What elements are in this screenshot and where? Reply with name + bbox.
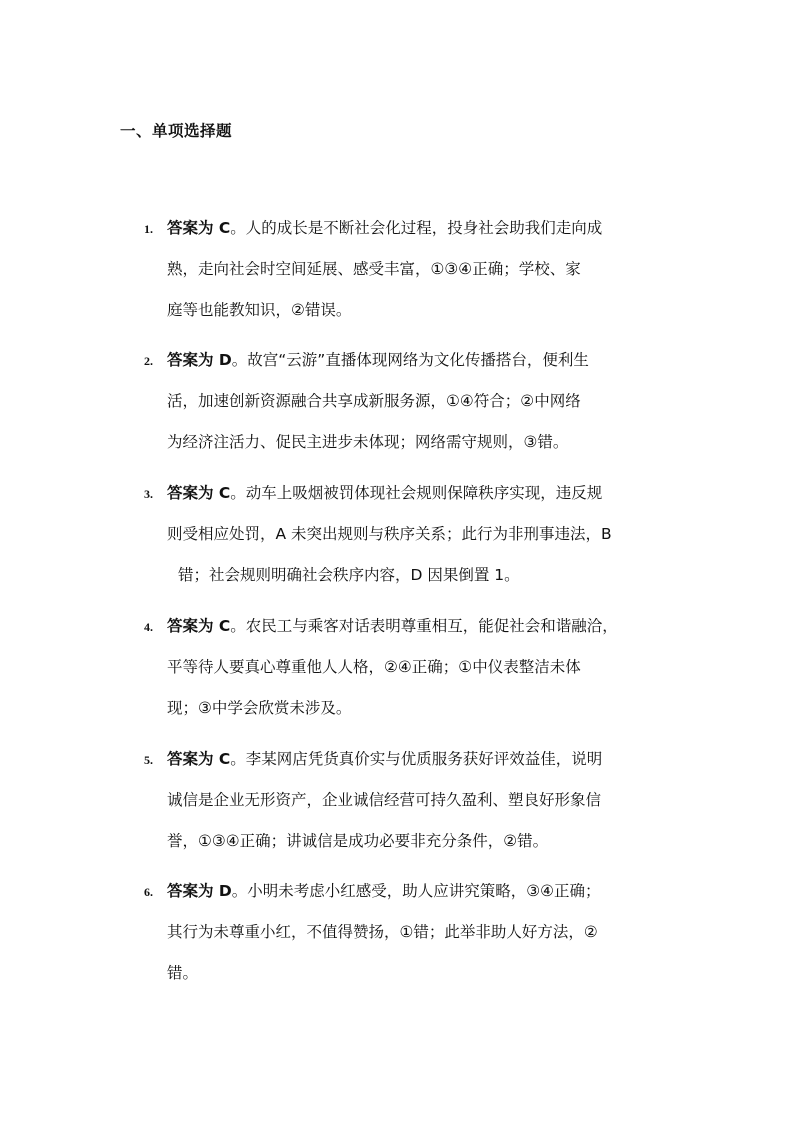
item-number: 4. bbox=[144, 620, 153, 634]
answer-text: 。动车上吸烟被罚体现社会规则保障秩序实现，违反规 bbox=[230, 484, 603, 502]
answer-label: 答案为 D bbox=[167, 882, 232, 900]
item-number: 3. bbox=[144, 487, 153, 501]
item-number: 6. bbox=[144, 885, 153, 899]
answer-line: 庭等也能教知识，②错误。 bbox=[167, 301, 352, 319]
answer-label: 答案为 D bbox=[167, 351, 232, 369]
answer-line bbox=[167, 612, 618, 640]
answer-line: 错；社会规则明确社会秩序内容，D 因果倒置 1。 bbox=[178, 566, 520, 584]
answer-line: 活，加速创新资源融合共享成新服务源，①④符合；②中网络 bbox=[167, 392, 581, 410]
answer-line: 则受相应处罚，A 未突出规则与秩序关系；此行为非刑事违法，B bbox=[167, 525, 612, 543]
answer-line bbox=[167, 346, 589, 374]
answer-line: 诚信是企业无形资产，企业诚信经营可持久盈利、塑良好形象信 bbox=[167, 791, 602, 809]
answer-label: 答案为 C bbox=[167, 750, 231, 768]
answer-line: 誉，①③④正确；讲诚信是成功必要非充分条件，②错。 bbox=[167, 832, 549, 850]
answer-text: 。人的成长是不断社会化过程，投身社会助我们走向成 bbox=[230, 219, 603, 237]
answer-line bbox=[167, 479, 602, 507]
answer-line: 熟，走向社会时空间延展、感受丰富，①③④正确；学校、家 bbox=[167, 260, 581, 278]
answer-text: 。李某网店凭货真价实与优质服务获好评效益佳，说明 bbox=[230, 750, 603, 768]
answer-text: 。小明未考虑小红感受，助人应讲究策略，③④正确； bbox=[231, 882, 601, 900]
answer-line bbox=[167, 214, 602, 242]
answer-label: 答案为 C bbox=[167, 617, 231, 635]
answer-text: 。农民工与乘客对话表明尊重相互，能促社会和谐融洽， bbox=[230, 617, 618, 635]
item-number: 2. bbox=[144, 354, 153, 368]
answer-line: 其行为未尊重小红，不值得赞扬，①错；此举非助人好方法，② bbox=[167, 923, 598, 941]
answer-line: 为经济注活力、促民主进步未体现；网络需守规则，③错。 bbox=[167, 433, 569, 451]
answer-line bbox=[167, 877, 601, 905]
answer-label: 答案为 C bbox=[167, 219, 231, 237]
item-number: 1. bbox=[144, 222, 153, 236]
answer-line bbox=[167, 745, 602, 773]
answer-label: 答案为 C bbox=[167, 484, 231, 502]
answer-line: 错。 bbox=[167, 964, 199, 982]
answer-line: 现；③中学会欣赏未涉及。 bbox=[167, 699, 352, 717]
answer-line: 平等待人要真心尊重他人人格，②④正确；①中仪表整洁未体 bbox=[167, 658, 581, 676]
answer-text: 。故宫“云游”直播体现网络为文化传播搭台，便利生 bbox=[231, 351, 589, 369]
item-number: 5. bbox=[144, 753, 153, 767]
section-title: 一、单项选择题 bbox=[120, 122, 233, 140]
